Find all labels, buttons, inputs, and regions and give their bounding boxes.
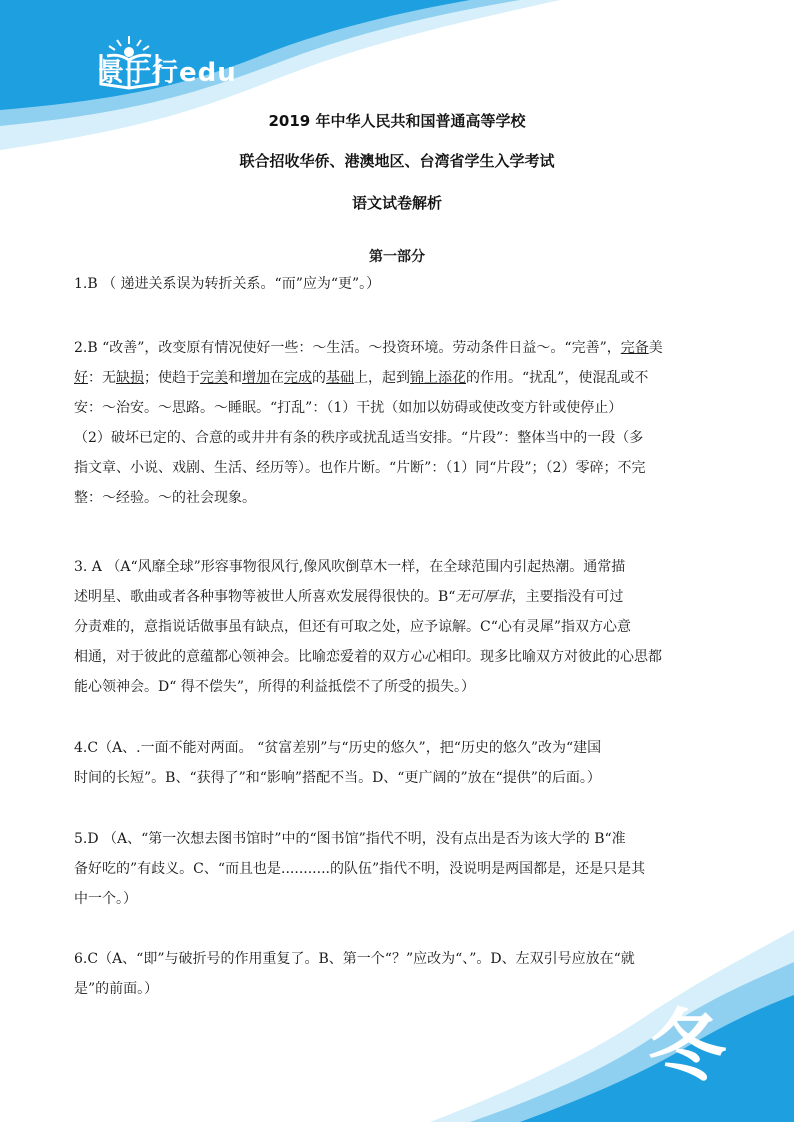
answer-3-text: 相印。现多比喻双方对彼此的心思都 [438,649,662,665]
answer-2-text: 在 [270,370,284,386]
answer-2 [74,333,726,513]
underlined-word: 缺损 [116,370,144,386]
answer-2-text: ；使趋于 [144,370,200,386]
underlined-word: 基础 [326,370,354,386]
page-title-line-3: 语文试卷解析 [351,194,442,212]
answer-2-line-3: 安：～治安。～思路。～睡眠。“打乱”：（1）干扰（如加以妨碍或使改变方针或使停止） [74,400,623,416]
answer-5-line-1: 5.D （A、“第一次想去图书馆时”中的“图书馆”指代不明，没有点出是否为该大学的 B“准 [74,831,626,847]
underlined-word: 好 [74,370,88,386]
answer-3-line-3: 分责难的，意指说话做事虽有缺点，但还有可取之处，应予谅解。C“心有灵犀”指双方心意 [74,619,632,635]
answer-6-line-2: 是”的前面。） [74,981,159,997]
answer-2-text: 的作用。“扰乱”，使混乱或不 [466,370,649,386]
answer-5-line-2: 备好吃的”有歧义。C、“而且也是...........的队伍”指代不明，没说明是两国都是，还是只是其 [74,861,646,877]
page-title-line-1: 2019 年中华人民共和国普通高等学校 [268,112,526,130]
underlined-word: 锦上添花 [410,370,466,386]
answer-3-text: 述明星、歌曲或者各种事物等被世人所喜欢发展得很快的。B“ [74,589,456,605]
underlined-word: 完美 [200,370,228,386]
answer-3-text: 相通，对于彼此的意蕴都心领神会。比喻恋爱着的双方 [74,649,410,665]
answer-3-line-2 [74,582,726,612]
answer-2-line-6: 整：～经验。～的社会现象。 [74,490,256,506]
italic-phrase: 心心 [410,649,438,665]
italic-phrase: 无可厚非 [455,589,512,605]
answer-2-text: 和 [228,370,242,386]
answer-2-line-4: （2）破坏已定的、合意的或井井有条的秩序或扰乱适当安排。“片段”：整体当中的一段（多 [74,430,644,446]
answer-3-line-5: 能心领神会。D“ 得不偿失”，所得的利益抵偿不了所受的损失。） [74,679,475,695]
page-title-line-2: 联合招收华侨、港澳地区、台湾省学生入学考试 [239,152,555,170]
underlined-word: 完备 [620,340,649,356]
answer-4-line-2: 时间的长短”。B、“获得了”和“影响”搭配不当。D、“更广阔的”放在“提供”的后面。） [74,770,601,786]
answer-6 [74,944,726,1004]
section-title: 第一部分 [369,249,425,265]
answer-3 [74,552,726,702]
answer-2-line-2 [74,363,726,393]
answer-1 [74,269,726,299]
answer-3-line-1: 3. A （A“风靡全球”形容事物很风行,像风吹倒草木一样，在全球范围内引起热潮。通常描 [74,559,626,575]
answer-6-line-1: 6.C（A、“即”与破折号的作用重复了。B、第一个“？”应改为“、”。D、左双引号应放在“就 [74,951,635,967]
answer-2-text: 的 [312,370,326,386]
answer-3-text: ，主要指没有可过 [511,589,624,605]
answer-2-line-5: 指文章、小说、戏剧、生活、经历等）。也作片断。“片断”：（1）同“片段”；（2）零碎；不完 [74,460,646,476]
answer-2-text: 上，起到 [354,370,410,386]
answer-2-line-1 [74,333,726,363]
answer-2-text: 2.B “改善”，改变原有情况使好一些：～生活。～投资环境。劳动条件日益～。“完善”， [74,340,621,356]
logo-text: 景于行edu [98,58,237,88]
answer-5 [74,824,726,914]
answer-4 [74,733,726,793]
answer-2-text: 美 [648,340,663,356]
underlined-word: 完成 [284,370,312,386]
answer-4-line-1: 4.C（A、.一面不能对两面。 “贫富差别”与“历史的悠久”，把“历史的悠久”改为“建国 [74,740,602,756]
underlined-word: 增加 [242,370,270,386]
footer-decoration-char: 冬 [648,1001,727,1092]
answer-1-line-1: 1.B （ 递进关系误为转折关系。“而”应为“更”。） [74,276,381,292]
answer-3-line-4 [74,642,726,672]
answer-5-line-3: 中一个。） [74,891,137,907]
answer-2-text: ：无 [88,370,116,386]
